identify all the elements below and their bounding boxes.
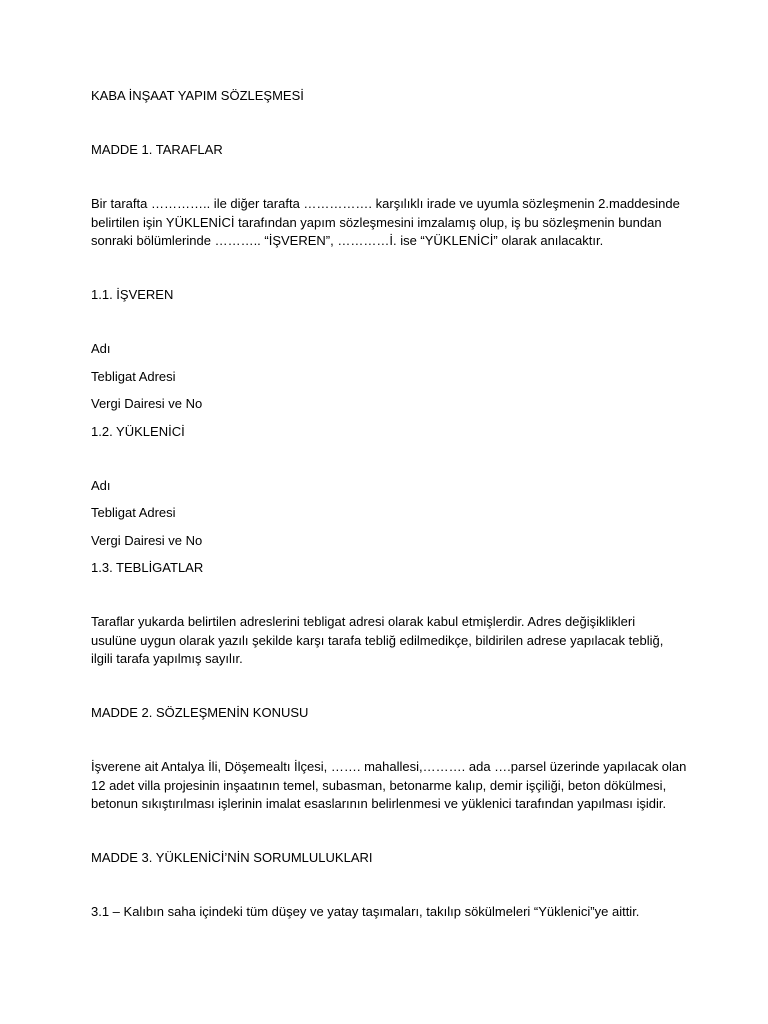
isveren-heading: 1.1. İŞVEREN	[91, 287, 174, 302]
isveren-tax-label: Vergi Dairesi ve No	[91, 396, 203, 411]
isveren-address-label: Tebligat Adresi	[91, 369, 176, 384]
paragraph-line: Taraflar yukarda belirtilen adreslerini tebligat adresi olarak kabul etmişlerdir. Adres değişiklikleri	[91, 614, 636, 629]
paragraph-line: betonun sıkıştırılması işlerinin imalat esaslarının belirlenmesi ve yüklenici tarafından yapılması işidir.	[91, 796, 667, 811]
paragraph-line: ilgili tarafa yapılmış sayılır.	[91, 651, 243, 666]
document-title: KABA İNŞAAT YAPIM SÖZLEŞMESİ	[91, 88, 304, 103]
yuklenici-name-label: Adı	[91, 478, 111, 493]
paragraph-line: 12 adet villa projesinin inşaatının temel, subasman, betonarme kalıp, demir işçiliği, beton dökülmesi,	[91, 777, 667, 793]
tebligatlar-heading: 1.3. TEBLİGATLAR	[91, 560, 204, 575]
madde-1-heading: MADDE 1. TARAFLAR	[91, 142, 223, 157]
paragraph-line: usulüne uygun olarak yazılı şekilde karşı tarafa tebliğ edilmedikçe, bildirilen adrese yapılacak tebliğ,	[91, 632, 664, 648]
tebligatlar-paragraph	[91, 613, 681, 669]
paragraph-line: belirtilen işin YÜKLENİCİ tarafından yapım sözleşmesini imzalamış olup, iş bu sözleşmenin bundan	[91, 214, 662, 230]
yuklenici-heading: 1.2. YÜKLENİCİ	[91, 424, 185, 439]
madde-1-paragraph	[91, 195, 681, 251]
madde-3-heading: MADDE 3. YÜKLENİCİ’NİN SORUMLULUKLARI	[91, 850, 373, 865]
madde-2-heading: MADDE 2. SÖZLEŞMENİN KONUSU	[91, 705, 309, 720]
paragraph-line: İşverene ait Antalya İli, Döşemealtı İlçesi, ……. mahallesi,………. ada ….parsel üzerinde yapılacak olan	[91, 759, 687, 774]
yuklenici-tax-label: Vergi Dairesi ve No	[91, 533, 203, 548]
yuklenici-address-label: Tebligat Adresi	[91, 505, 176, 520]
isveren-name-label: Adı	[91, 341, 111, 356]
madde-3-item-3-1: 3.1 – Kalıbın saha içindeki tüm düşey ve yatay taşımaları, takılıp sökülmeleri “Yüklenici”ye aittir.	[91, 904, 640, 919]
paragraph-line: sonraki bölümlerinde ……….. “İŞVEREN”, …………İ. ise “YÜKLENİCİ” olarak anılacaktır.	[91, 233, 604, 248]
madde-2-paragraph	[91, 758, 687, 814]
paragraph-line: Bir tarafta ………….. ile diğer tarafta ……………. karşılıklı irade ve uyumla sözleşmenin 2.maddesinde	[91, 196, 680, 211]
